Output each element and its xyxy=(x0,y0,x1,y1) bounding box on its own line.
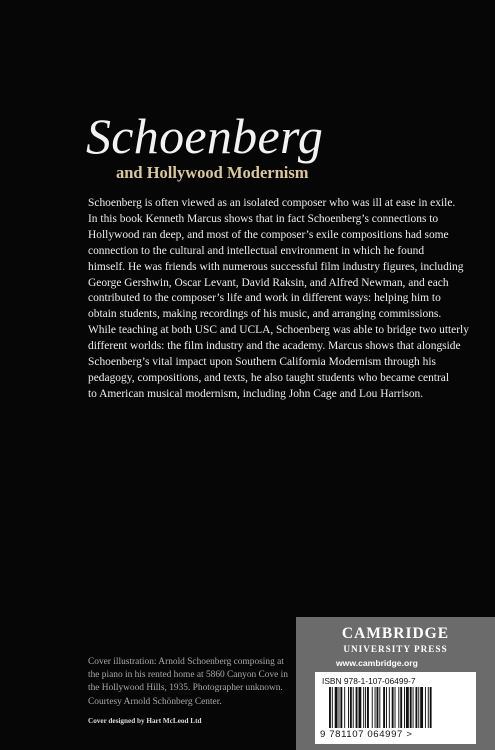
isbn-text: ISBN 978-1-107-06499-7 xyxy=(322,676,416,686)
barcode-bar xyxy=(398,687,399,728)
barcode-bar xyxy=(410,687,412,728)
barcode-bar xyxy=(430,687,432,728)
barcode-panel xyxy=(315,672,476,744)
cover-illustration-credit xyxy=(88,656,288,709)
publisher-url: www.cambridge.org xyxy=(336,658,418,668)
credit-line: Courtesy Arnold Schönberg Center. xyxy=(88,696,222,707)
barcode-bar xyxy=(413,687,414,728)
blurb xyxy=(88,196,469,403)
blurb-line: pedagogy, compositions, and texts, he also taught students who became central xyxy=(88,371,450,384)
barcode-bar xyxy=(375,687,376,728)
barcode-bar xyxy=(425,687,426,728)
barcode-bar xyxy=(428,687,429,728)
barcode-bar xyxy=(367,687,369,728)
barcode-bar xyxy=(379,687,380,728)
barcode-bar xyxy=(372,687,373,728)
barcode-bar xyxy=(400,687,402,728)
blurb-line: Schoenberg is often viewed as an isolated composer who was ill at ease in exile. xyxy=(88,197,456,209)
barcode-bar xyxy=(392,687,394,728)
barcode-bar xyxy=(332,687,333,728)
barcode-bar xyxy=(418,687,419,728)
blurb-line: himself. He was friends with numerous successful film industry figures, including xyxy=(88,260,464,273)
blurb-line: connection to the cultural and intellectual environment in which he found xyxy=(88,244,425,257)
blurb-line: obtain students, making recordings of his music, and arranging commissions. xyxy=(88,308,442,321)
credit-line: the Hollywood Hills, 1935. Photographer unknown. xyxy=(88,683,283,694)
barcode-bar xyxy=(356,687,358,728)
barcode-bar xyxy=(353,687,354,728)
barcode-bar xyxy=(386,687,387,728)
barcode-bar xyxy=(348,687,349,728)
publisher-press: UNIVERSITY PRESS xyxy=(343,644,448,654)
barcode-bar xyxy=(377,687,379,728)
barcode-bar xyxy=(389,687,390,728)
barcode-bar xyxy=(339,687,340,728)
barcode-bar xyxy=(363,687,364,728)
barcode-bar xyxy=(365,687,366,728)
barcode xyxy=(329,687,464,728)
book-title: Schoenberg xyxy=(86,108,324,164)
blurb-line: Schoenberg’s vital impact upon Southern California Modernism through his xyxy=(88,356,436,369)
blurb-line: contributed to the composer’s life and work in different ways: helping him to xyxy=(88,292,441,305)
barcode-digits: 9 781107 064997 > xyxy=(320,729,413,740)
credit-line: the piano in his rented home at 5860 Canyon Cove in xyxy=(88,670,288,681)
barcode-bar xyxy=(340,687,342,728)
book-subtitle: and Hollywood Modernism xyxy=(116,163,309,182)
barcode-bar xyxy=(395,687,396,728)
barcode-bar xyxy=(420,687,423,728)
blurb-line: In this book Kenneth Marcus shows that in fact Schoenberg’s connections to xyxy=(88,212,439,225)
publisher-box xyxy=(296,617,495,750)
publisher-name: CAMBRIDGE xyxy=(341,625,450,642)
barcode-bar xyxy=(415,687,417,728)
blurb-line: George Gershwin, Oscar Levant, David Raksin, and Alfred Newman, and each xyxy=(88,276,449,289)
barcode-bar xyxy=(335,687,338,728)
blurb-line: While teaching at both USC and UCLA, Schoenberg was able to bridge two utterly xyxy=(88,324,469,337)
barcode-bar xyxy=(406,687,409,728)
barcode-bar xyxy=(404,687,405,728)
blurb-line: to American musical modernism, including John Cage and Lou Harrison. xyxy=(88,387,424,400)
blurb-line: different worlds: the film industry and the academy. Marcus shows that alongside xyxy=(88,340,461,353)
barcode-bar xyxy=(329,687,331,728)
designer-credit: Cover designed by Hart McLeod Ltd xyxy=(88,717,202,725)
credit-line: Cover illustration: Arnold Schoenberg composing at xyxy=(88,657,284,667)
barcode-bar xyxy=(344,687,345,728)
barcode-bar xyxy=(383,687,385,728)
barcode-bar xyxy=(358,687,361,728)
barcode-bar xyxy=(350,687,352,728)
blurb-line: Hollywood ran deep, and most of the composer’s exile compositions had some xyxy=(88,228,449,241)
